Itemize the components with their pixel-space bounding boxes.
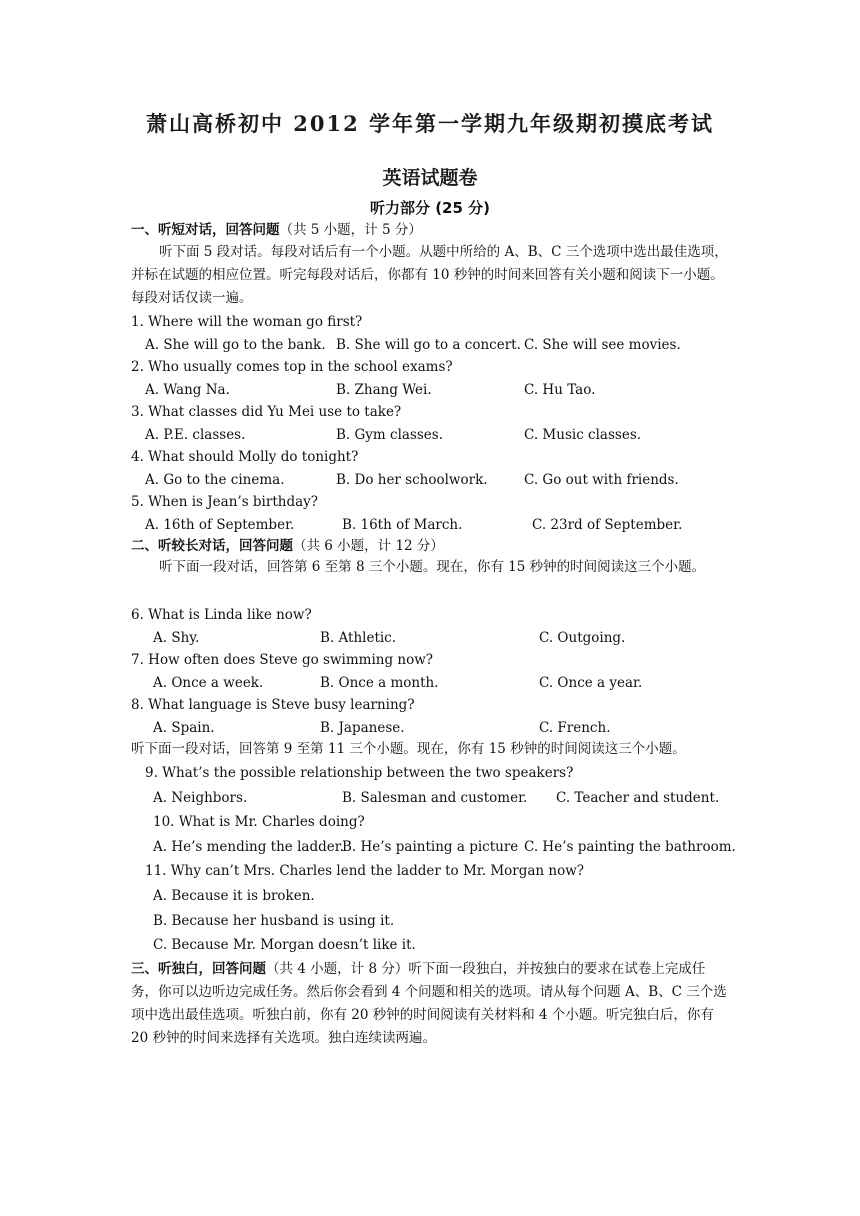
section1-heading-text: 一、听短对话，回答问题 [131, 222, 280, 238]
question-10: 10. What is Mr. Charles doing? [153, 814, 365, 830]
q6-option-c: C. Outgoing. [539, 630, 626, 646]
section1-instructions-text: 听下面 5 段对话。每段对话后有一个小题。从题中所给的 A、B、C 三个选项中选出最佳选项，并标在试题的相应位置。听完每段对话后，你都有 10 秒钟的时间来回答有关小题和阅读下一小题。每段对话仅读一遍。 [131, 244, 728, 306]
question-2: 2. Who usually comes top in the school exams? [131, 359, 453, 375]
section3-heading: 三、听独白，回答问题 [131, 961, 266, 977]
q4-option-c: C. Go out with friends. [524, 472, 679, 488]
q1-option-a: A. She will go to the bank. [145, 337, 326, 353]
q3-option-b: B. Gym classes. [336, 427, 443, 443]
section2-heading-note: （共 6 小题，计 12 分） [293, 538, 444, 554]
q11-option-b: B. Because her husband is using it. [153, 913, 395, 929]
question-9: 9. What’s the possible relationship between the two speakers? [145, 765, 574, 781]
q7-option-b: B. Once a month. [320, 675, 439, 691]
exam-title: 萧山高桥初中 2012 学年第一学期九年级期初摸底考试 [145, 111, 715, 136]
section2-instructions-1-text: 听下面一段对话，回答第 6 至第 8 三个小题。现在，你有 15 秒钟的时间阅读这三个小题。 [159, 559, 706, 575]
question-8: 8. What language is Steve busy learning? [131, 697, 415, 713]
q11-option-a: A. Because it is broken. [153, 888, 315, 904]
q4-option-a: A. Go to the cinema. [145, 472, 285, 488]
q2-option-b: B. Zhang Wei. [336, 382, 432, 398]
q7-option-a: A. Once a week. [153, 675, 264, 691]
question-4: 4. What should Molly do tonight? [131, 449, 359, 465]
section3-rest: 成任务，你可以边听边完成任务。然后你会看到 4 个问题和相关的选项。请从每个问题 A、B、C 三个选项中选出最佳选项。听独白前，你有 20 秒钟的时间阅读有关材料和 4 个小题。听完独白后，你有 20 秒钟的时间来选择有关选项。独白连续读两遍。 [131, 961, 727, 1046]
q11-option-c: C. Because Mr. Morgan doesn’t like it. [153, 937, 416, 953]
q1-option-b: B. She will go to a concert. [336, 337, 521, 353]
section3-block [131, 958, 731, 1050]
exam-subtitle: 英语试题卷 [382, 167, 478, 189]
section2-instructions-2: 听下面一段对话，回答第 9 至第 11 三个小题。现在，你有 15 秒钟的时间阅读这三个小题。 [131, 741, 686, 757]
q9-option-b: B. Salesman and customer. [342, 790, 528, 806]
section2-instructions-1 [131, 556, 731, 579]
q5-option-b: B. 16th of March. [342, 517, 463, 533]
section1-heading [131, 221, 422, 239]
question-5: 5. When is Jean’s birthday? [131, 494, 318, 510]
q3-option-a: A. P.E. classes. [145, 427, 246, 443]
part-title: 听力部分 (25 分) [369, 199, 491, 217]
q8-option-c: C. French. [539, 720, 611, 736]
q10-option-b: B. He’s painting a picture [342, 839, 519, 855]
section2-heading [131, 537, 444, 555]
q5-option-c: C. 23rd of September. [532, 517, 683, 533]
question-7: 7. How often does Steve go swimming now? [131, 652, 434, 668]
q9-option-c: C. Teacher and student. [556, 790, 720, 806]
q2-option-a: A. Wang Na. [145, 382, 230, 398]
section1-instructions [131, 241, 731, 310]
section1-heading-note: （共 5 小题，计 5 分） [279, 222, 422, 238]
question-1: 1. Where will the woman go first? [131, 314, 363, 330]
q3-option-c: C. Music classes. [524, 427, 642, 443]
q8-option-b: B. Japanese. [320, 720, 405, 736]
q5-option-a: A. 16th of September. [145, 517, 295, 533]
q4-option-b: B. Do her schoolwork. [336, 472, 488, 488]
section3-line1: 听下面一段独白，并按独白的要求在试卷上完 [408, 961, 679, 977]
q9-option-a: A. Neighbors. [153, 790, 248, 806]
q10-option-a: A. He’s mending the ladder. [153, 839, 344, 855]
q7-option-c: C. Once a year. [539, 675, 643, 691]
section2-heading-text: 二、听较长对话，回答问题 [131, 538, 293, 554]
question-11: 11. Why can’t Mrs. Charles lend the ladder to Mr. Morgan now? [145, 863, 585, 879]
section3-heading-note: （共 4 小题，计 8 分） [266, 961, 409, 977]
q1-option-c: C. She will see movies. [524, 337, 681, 353]
q6-option-a: A. Shy. [153, 630, 200, 646]
question-3: 3. What classes did Yu Mei use to take? [131, 404, 402, 420]
q2-option-c: C. Hu Tao. [524, 382, 596, 398]
q10-option-c: C. He’s painting the bathroom. [524, 839, 736, 855]
question-6: 6. What is Linda like now? [131, 607, 312, 623]
q6-option-b: B. Athletic. [320, 630, 397, 646]
q8-option-a: A. Spain. [153, 720, 215, 736]
